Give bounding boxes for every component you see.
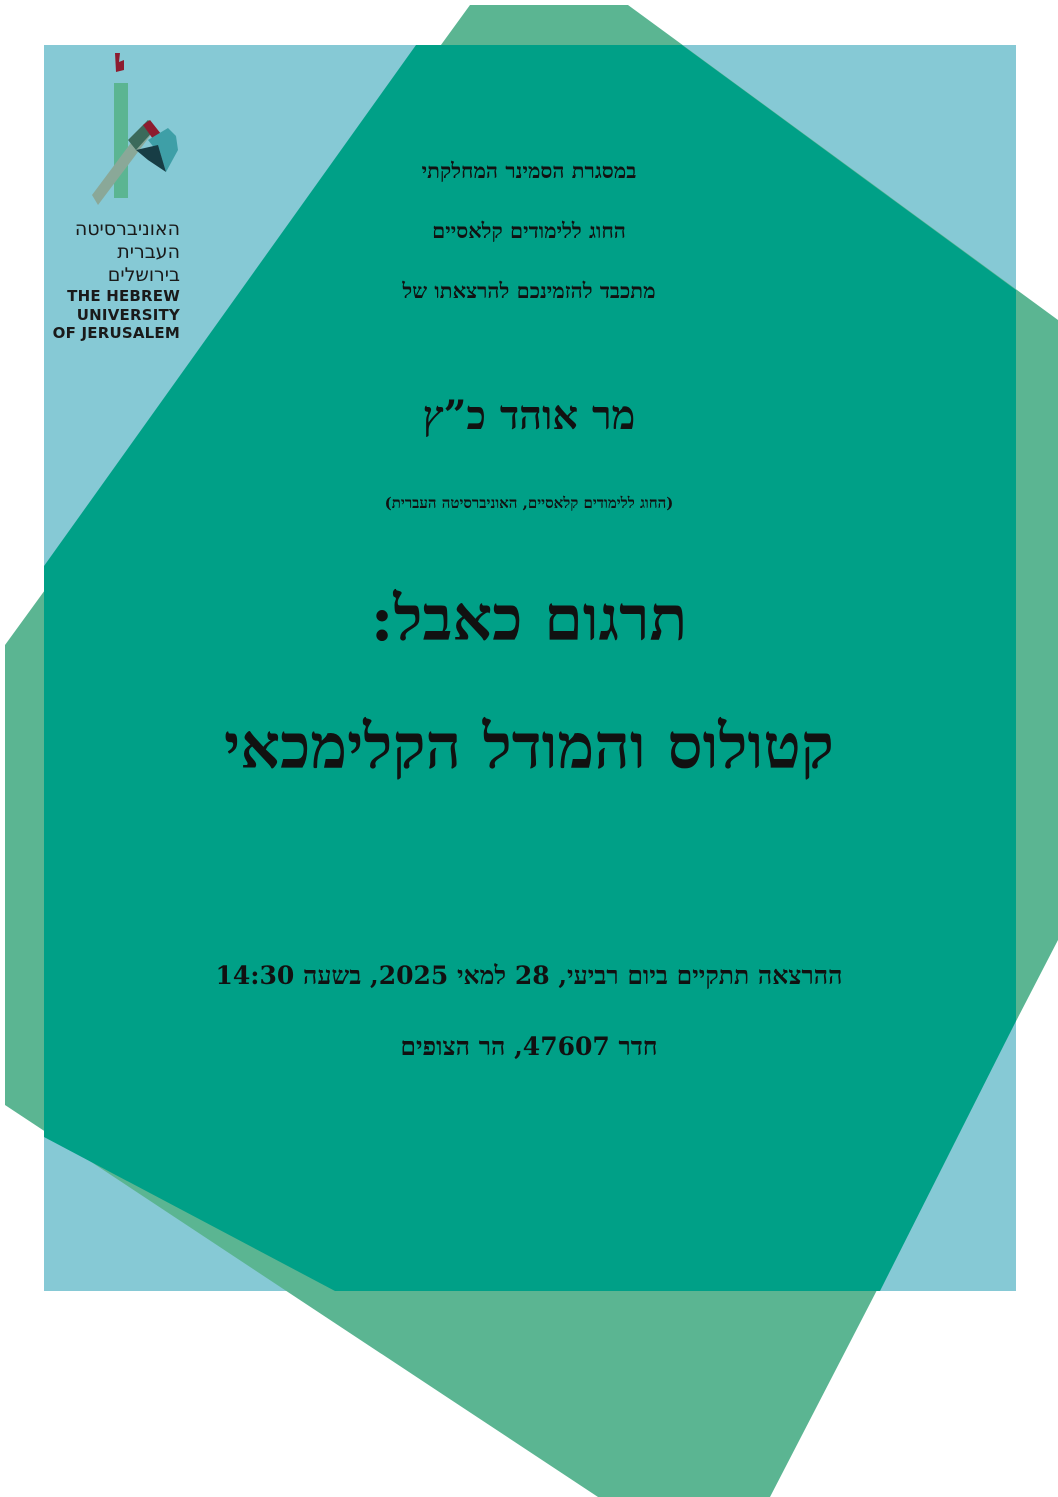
logo-hebrew-line-1: האוניברסיטה — [74, 218, 180, 240]
torch-logo-icon — [88, 50, 183, 210]
intro-line-2: החוג ללימודים קלאסיים — [432, 218, 626, 243]
event-location: חדר 47607, הר הצופים — [400, 1032, 658, 1061]
speaker-affiliation: (החוג ללימודים קלאסיים, האוניברסיטה העברית) — [384, 494, 674, 512]
speaker-name: מר אוהד כ”ץ — [422, 392, 636, 439]
lecture-title-line-2: קטולוס והמודל הקלימכאי — [224, 710, 834, 783]
logo-hebrew-line-2: העברית — [117, 241, 180, 263]
event-date-time: ההרצאה תתקיים ביום רביעי, 28 למאי 2025, בשעה 14:30 — [215, 961, 843, 990]
intro-line-1: במסגרת הסמינר המחלקתי — [421, 158, 637, 183]
logo-english-line-3: OF JERUSALEM — [52, 324, 180, 342]
logo-english-line-2: UNIVERSITY — [76, 305, 180, 324]
logo-english-line-1: THE HEBREW — [67, 287, 180, 305]
logo-hebrew-line-3: בירושלים — [107, 264, 180, 286]
lecture-title-line-1: תרגום כאבל: — [370, 582, 688, 655]
intro-line-3: מתכבד להזמינכם להרצאתו של — [402, 278, 656, 303]
